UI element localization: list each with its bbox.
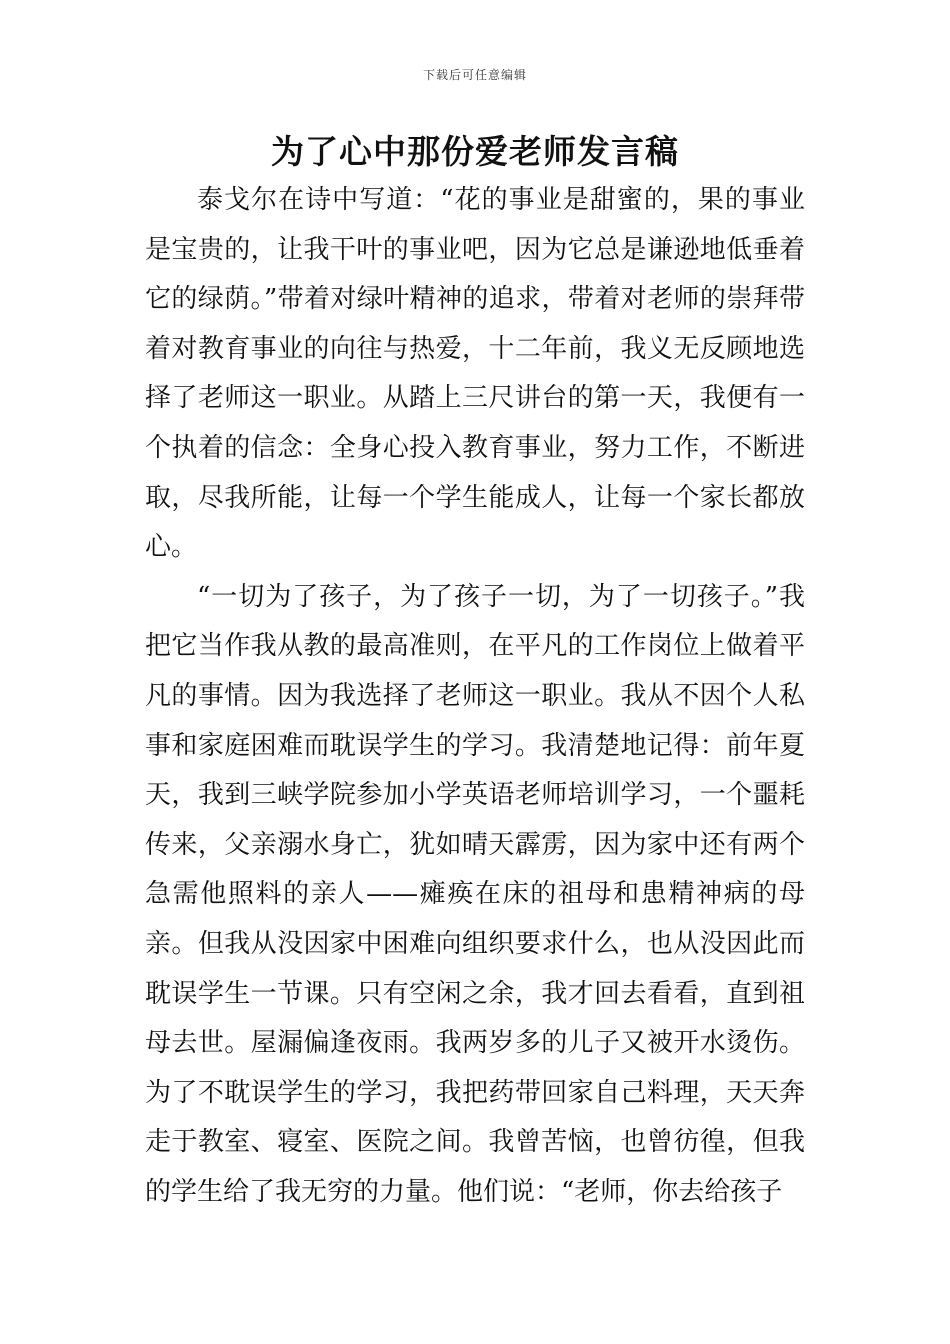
header-note: 下载后可任意编辑 [422, 68, 527, 82]
paragraph-2: “一切为了孩子，为了孩子一切，为了一切孩子。”我把它当作我从教的最高准则，在平凡的工作岗位上做着平凡的事情。因为我选择了老师这一职业。我从不因个人私事和家庭困难而耽误学生的学习。我清楚地记得：前年夏天，我到三峡学院参加小学英语老师培训学习，一个噩耗传来，父亲溺水身亡，犹如晴天霹雳，因为家中还有两个急需他照料的亲人——瘫痪在床的祖母和患精神病的母亲。但我从没因家中困难向组织要求什么，也从没因此而耽误学生一节课。只有空闲之余，我才回去看看，直到祖母去世。屋漏偏逢夜雨。我两岁多的儿子又被开水烫伤。为了不耽误学生的学习，我把药带回家自己料理，天天奔走于教室、寝室、医院之间。我曾苦恼，也曾彷徨，但我的学生给了我无穷的力量。他们说：“老师，你去给孩子 [145, 581, 805, 1207]
paragraph-1: 泰戈尔在诗中写道：“花的事业是甜蜜的，果的事业是宝贵的，让我干叶的事业吧，因为它总是谦逊地低垂着它的绿荫。”带着对绿叶精神的追求，带着对老师的崇拜带着对教育事业的向往与热爱，十二年前，我义无反顾地选择了老师这一职业。从踏上三尺讲台的第一天，我便有一个执着的信念：全身心投入教育事业，努力工作，不断进取，尽我所能，让每一个学生能成人，让每一个家长都放心。 [145, 185, 805, 563]
document-title: 为了心中那份爱老师发言稿 [271, 132, 679, 171]
document-body [145, 176, 805, 1217]
